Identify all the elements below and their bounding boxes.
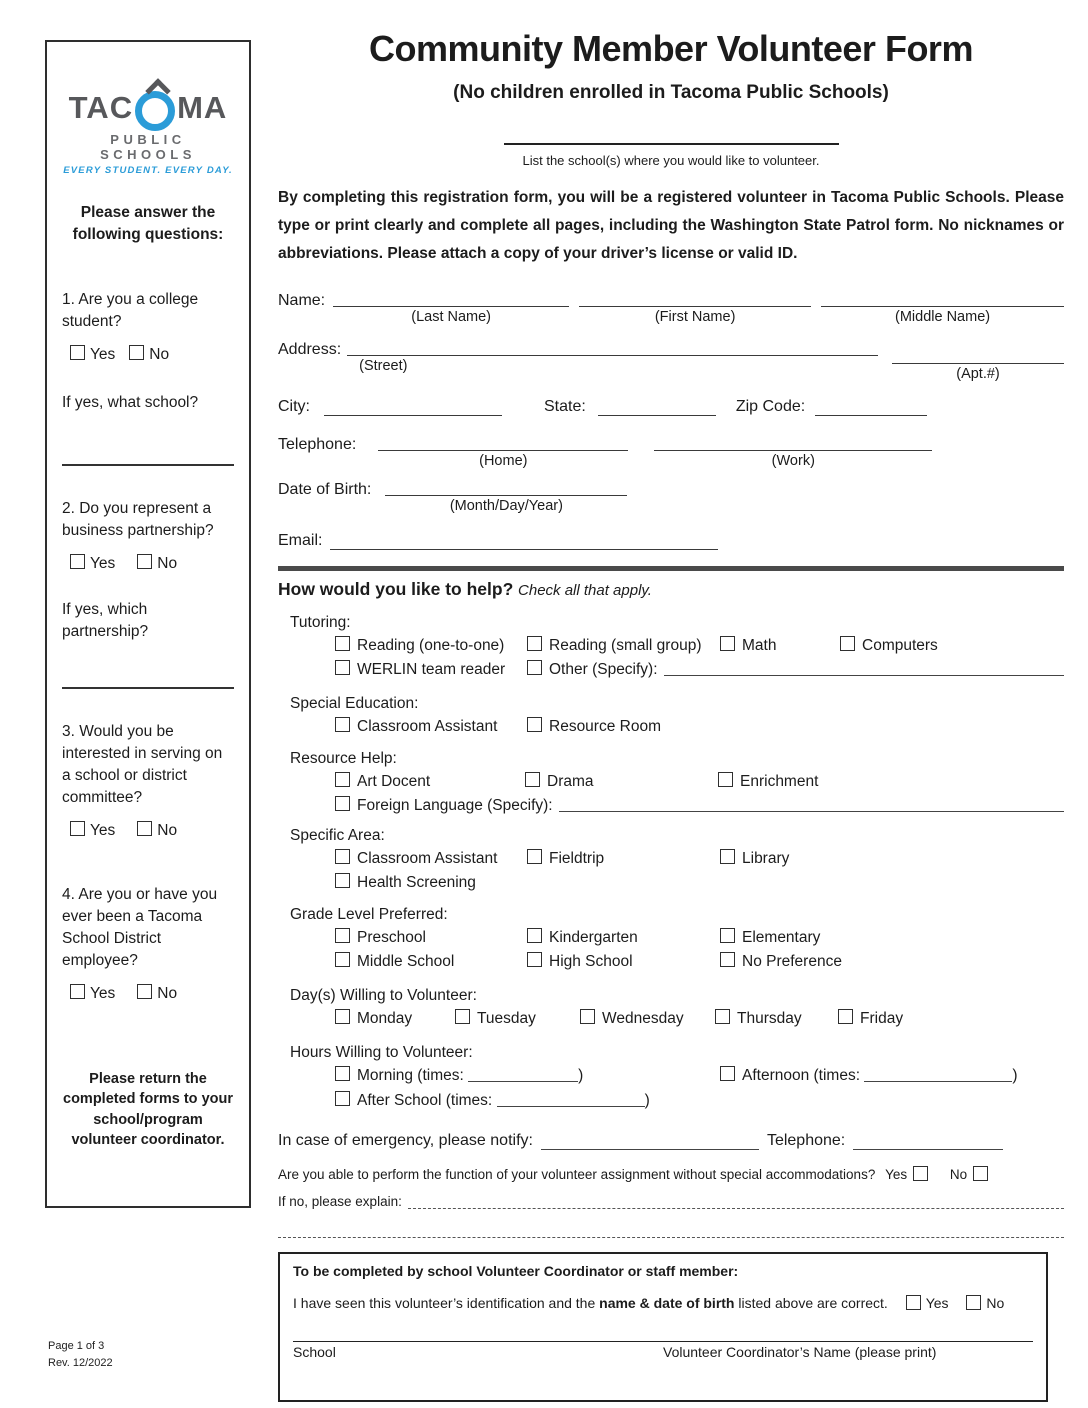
foreign-language-label: Foreign Language (Specify): [357,796,553,814]
checkbox-enrichment[interactable] [718,772,733,787]
email-label: Email: [278,531,323,549]
checkbox-library[interactable] [720,849,735,864]
coordinator-box-heading: To be completed by school Volunteer Coordinator or staff member: [293,1262,739,1279]
coordinator-statement [293,1295,1033,1311]
sidebar-q1-yes-no [70,345,234,364]
specific-area-group [290,827,1064,892]
enrichment-label: Enrichment [740,772,819,790]
work-phone-field[interactable] [654,434,932,451]
q4-yes-checkbox[interactable] [70,984,85,999]
tutoring-label: Tutoring: [290,613,351,631]
hours-label: Hours Willing to Volunteer: [290,1043,473,1061]
kindergarten-label: Kindergarten [549,928,638,946]
library-label: Library [742,849,790,867]
checkbox-health-screening[interactable] [335,873,350,888]
grade-level-row-2 [335,952,1064,971]
coordinator-yes-label: Yes [925,1294,949,1311]
statement-post: listed above are correct. [734,1294,888,1311]
page-subtitle: (No children enrolled in Tacoma Public Schools) [453,82,889,103]
checkbox-art-docent[interactable] [335,772,350,787]
checkbox-tuesday[interactable] [455,1009,470,1024]
grade-level-label: Grade Level Preferred: [290,905,448,923]
logo-text-start: TAC [68,90,134,125]
accommodation-question: Are you able to perform the function of your volunteer assignment without special accommodations? [278,1166,876,1182]
special-education-row [335,717,1064,736]
intro-paragraph: By completing this registration form, you will be a registered volunteer in Tacoma Public Schools. Please type or print clearly and complete all pages, including the Washington State Patrol form. No nicknames or abbreviations. Please attach a copy of your driver’s license or valid ID. [278,189,1064,262]
explain-line-2[interactable] [278,1225,1064,1238]
home-phone-caption: (Home) [479,452,528,469]
explain-line-1[interactable] [408,1196,1064,1209]
checkbox-thursday[interactable] [715,1009,730,1024]
q2-answer-line[interactable] [62,687,234,689]
dob-caption: (Month/Day/Year) [449,497,563,514]
accommodation-no-checkbox[interactable] [973,1166,988,1181]
sidebar-question-1: 1. Are you a college student? [62,290,199,330]
q3-yes-checkbox[interactable] [70,821,85,836]
grade-level-group [290,906,1064,971]
home-phone-field[interactable] [378,434,628,451]
checkbox-elementary[interactable] [720,928,735,943]
help-heading-text: How would you like to help? [278,578,514,599]
q2-yes-checkbox[interactable] [70,554,85,569]
monday-label: Monday [357,1009,413,1027]
form-main-column [278,28,1064,1402]
middle-name-caption: (Middle Name) [895,308,991,325]
checkbox-high-school[interactable] [527,952,542,967]
page-number: Page 1 of 3 [48,1340,105,1352]
middle-name-field[interactable] [821,290,1064,307]
q1-no-label: No [149,345,170,363]
dob-field[interactable] [385,479,627,496]
tutoring-other-label: Other (Specify): [549,660,658,678]
checkbox-wednesday[interactable] [580,1009,595,1024]
apt-field[interactable] [892,347,1064,364]
page-title: Community Member Volunteer Form [369,28,973,69]
math-label: Math [742,636,777,654]
reading-one-to-one-label: Reading (one-to-one) [357,636,505,654]
checkbox-no-preference[interactable] [720,952,735,967]
grade-level-row-1 [335,928,1064,947]
statement-bold: name & date of birth [599,1294,735,1311]
days-group [290,987,1064,1028]
days-row [335,1009,1064,1028]
coordinator-box [278,1252,1048,1402]
email-row [278,530,1064,550]
werlin-team-reader-label: WERLIN team reader [357,660,506,678]
name-row [278,290,1064,325]
tutoring-other-specify-line[interactable] [664,660,1064,676]
coordinator-name-label: Volunteer Coordinator’s Name (please print) [663,1343,937,1360]
q3-no-checkbox[interactable] [137,821,152,836]
tutoring-group [290,614,1064,679]
zip-label: Zip Code: [735,397,806,415]
q2-yes-label: Yes [90,554,116,572]
logo-roof-icon [145,78,170,103]
checkbox-resource-room[interactable] [527,717,542,732]
after-school-close-paren: ) [644,1091,650,1109]
resource-help-label: Resource Help: [290,749,397,767]
q3-no-label: No [157,821,178,839]
school-writein-line[interactable] [504,133,839,145]
afternoon-times-line[interactable] [864,1068,1012,1082]
apt-caption: (Apt.#) [956,365,1000,382]
logo-subtitle: PUBLIC SCHOOLS [100,132,196,162]
sidebar-q2-followup: If yes, which partnership? [62,600,149,640]
email-field[interactable] [330,533,718,550]
telephone-row [278,434,1064,469]
checkbox-middle-school[interactable] [335,952,350,967]
art-docent-label: Art Docent [357,772,431,790]
q4-no-checkbox[interactable] [137,984,152,999]
tutoring-row-1 [335,636,1064,655]
afternoon-close-paren: ) [1012,1066,1018,1084]
hours-group [290,1044,1064,1110]
address-label: Address: [278,340,342,358]
first-name-field[interactable] [579,290,811,307]
statement-pre: I have seen this volunteer’s identification and the [293,1294,600,1311]
resource-help-row-2 [335,796,1064,815]
explain-label: If no, please explain: [278,1193,402,1209]
resource-help-row-1 [335,772,1064,791]
classroom-assistant-label: Classroom Assistant [357,849,498,867]
zip-field[interactable] [815,399,927,416]
q1-yes-checkbox[interactable] [70,345,85,360]
checkbox-afternoon[interactable] [720,1066,735,1081]
coordinator-no-checkbox[interactable] [966,1295,981,1310]
friday-label: Friday [860,1009,904,1027]
checkbox-friday[interactable] [838,1009,853,1024]
checkbox-fieldtrip[interactable] [527,849,542,864]
checkbox-foreign-language[interactable] [335,796,350,811]
q1-yes-label: Yes [90,345,116,363]
page-footer [48,1338,113,1371]
school-line-caption: List the school(s) where you would like to volunteer. [522,153,820,168]
accommodation-yes-checkbox[interactable] [913,1166,928,1181]
foreign-language-specify-line[interactable] [559,796,1064,812]
last-name-field[interactable] [333,290,569,307]
state-label: State: [544,397,586,415]
city-state-zip-row [278,396,1064,416]
checkbox-classroom-assistant[interactable] [335,849,350,864]
checkbox-monday[interactable] [335,1009,350,1024]
checkbox-drama[interactable] [525,772,540,787]
accommodation-yes-label: Yes [885,1166,908,1182]
coordinator-yes-checkbox[interactable] [906,1295,921,1310]
checkbox-preschool[interactable] [335,928,350,943]
q4-no-label: No [157,984,178,1002]
checkbox-kindergarten[interactable] [527,928,542,943]
fieldtrip-label: Fieldtrip [549,849,605,867]
q4-yes-label: Yes [90,984,116,1002]
dob-label: Date of Birth: [278,480,372,498]
tacoma-public-schools-logo [62,88,234,176]
sidebar-q4-yes-no [70,984,234,1003]
checkbox-reading-one-to-one[interactable] [335,636,350,651]
checkbox-sped-classroom-assistant[interactable] [335,717,350,732]
address-row [278,339,1064,382]
school-signature-label: School [293,1343,336,1360]
help-heading-note: Check all that apply. [518,581,652,599]
logo-text-end: MA [177,90,228,125]
thursday-label: Thursday [737,1009,802,1027]
help-section-heading [278,579,1064,600]
name-label: Name: [278,291,326,309]
sidebar-q3-yes-no [70,821,234,840]
sidebar-intro: Please answer the following questions: [72,204,224,244]
city-field[interactable] [324,399,502,416]
city-label: City: [278,397,310,415]
specific-area-row-1 [335,849,1064,868]
dob-row [278,479,1064,514]
checkbox-morning[interactable] [335,1066,350,1081]
checkbox-computers[interactable] [840,636,855,651]
hours-row-2 [335,1091,1064,1110]
no-preference-label: No Preference [742,952,842,970]
checkbox-tutoring-other[interactable] [527,660,542,675]
days-label: Day(s) Willing to Volunteer: [290,986,477,1004]
sidebar-q2-yes-no [70,554,234,573]
special-education-group [290,695,1064,736]
work-phone-caption: (Work) [771,452,815,469]
first-name-caption: (First Name) [654,308,736,325]
q1-no-checkbox[interactable] [129,345,144,360]
q2-no-checkbox[interactable] [137,554,152,569]
morning-times-line[interactable] [468,1068,578,1082]
checkbox-after-school[interactable] [335,1091,350,1106]
coordinator-no-label: No [986,1294,1005,1311]
special-education-label: Special Education: [290,694,419,712]
street-field[interactable] [347,339,878,356]
health-screening-label: Health Screening [357,873,476,891]
morning-close-paren: ) [578,1066,584,1084]
logo-o-ring-icon [135,91,175,131]
emergency-phone-label: Telephone: [766,1131,846,1149]
afternoon-label: Afternoon (times: [742,1066,861,1084]
explain-row [278,1194,1064,1209]
logo-tagline: EVERY STUDENT. EVERY DAY. [63,165,233,176]
street-caption: (Street) [359,357,408,374]
after-school-times-line[interactable] [497,1093,645,1107]
after-school-label: After School (times: [357,1091,493,1109]
q3-yes-label: Yes [90,821,116,839]
drama-label: Drama [547,772,594,790]
accommodation-no-label: No [949,1166,968,1182]
sidebar-q1-followup: If yes, what school? [62,393,199,411]
tuesday-label: Tuesday [477,1009,536,1027]
revision-date: Rev. 12/2022 [48,1356,113,1369]
coordinator-signature-line[interactable] [293,1341,1033,1360]
resource-help-group [290,750,1064,815]
emergency-phone-field[interactable] [853,1136,1003,1150]
resource-room-label: Resource Room [549,717,661,735]
computers-label: Computers [862,636,938,654]
high-school-label: High School [549,952,633,970]
q1-answer-line[interactable] [62,464,234,466]
sped-classroom-assistant-label: Classroom Assistant [357,717,498,735]
last-name-caption: (Last Name) [411,308,492,325]
middle-school-label: Middle School [357,952,455,970]
sidebar-question-3: 3. Would you be interested in serving on a school or district committee? [62,722,223,806]
tutoring-row-2 [335,660,1064,679]
sidebar-question-2: 2. Do you represent a business partnership? [62,499,214,539]
accommodation-row [278,1166,1064,1182]
specific-area-row-2 [335,873,1064,892]
preschool-label: Preschool [357,928,426,946]
emergency-notify-label: In case of emergency, please notify: [278,1131,533,1149]
emergency-row [278,1132,1064,1150]
logo-wordmark [62,88,234,128]
checkbox-werlin-team-reader[interactable] [335,660,350,675]
wednesday-label: Wednesday [602,1009,684,1027]
checkbox-math[interactable] [720,636,735,651]
sidebar-question-4: 4. Are you or have you ever been a Tacoma School District employee? [62,885,218,969]
section-divider [278,566,1064,571]
morning-label: Morning (times: [357,1066,464,1084]
elementary-label: Elementary [742,928,821,946]
hours-row-1 [335,1066,1064,1085]
specific-area-label: Specific Area: [290,826,385,844]
sidebar-return-note: Please return the completed forms to your school/program volunteer coordinator. [63,1070,233,1148]
reading-small-group-label: Reading (small group) [549,636,702,654]
q2-no-label: No [157,554,178,572]
emergency-contact-field[interactable] [541,1136,759,1150]
checkbox-reading-small-group[interactable] [527,636,542,651]
telephone-label: Telephone: [278,435,357,453]
sidebar-questions-panel [45,40,251,1208]
state-field[interactable] [598,399,716,416]
